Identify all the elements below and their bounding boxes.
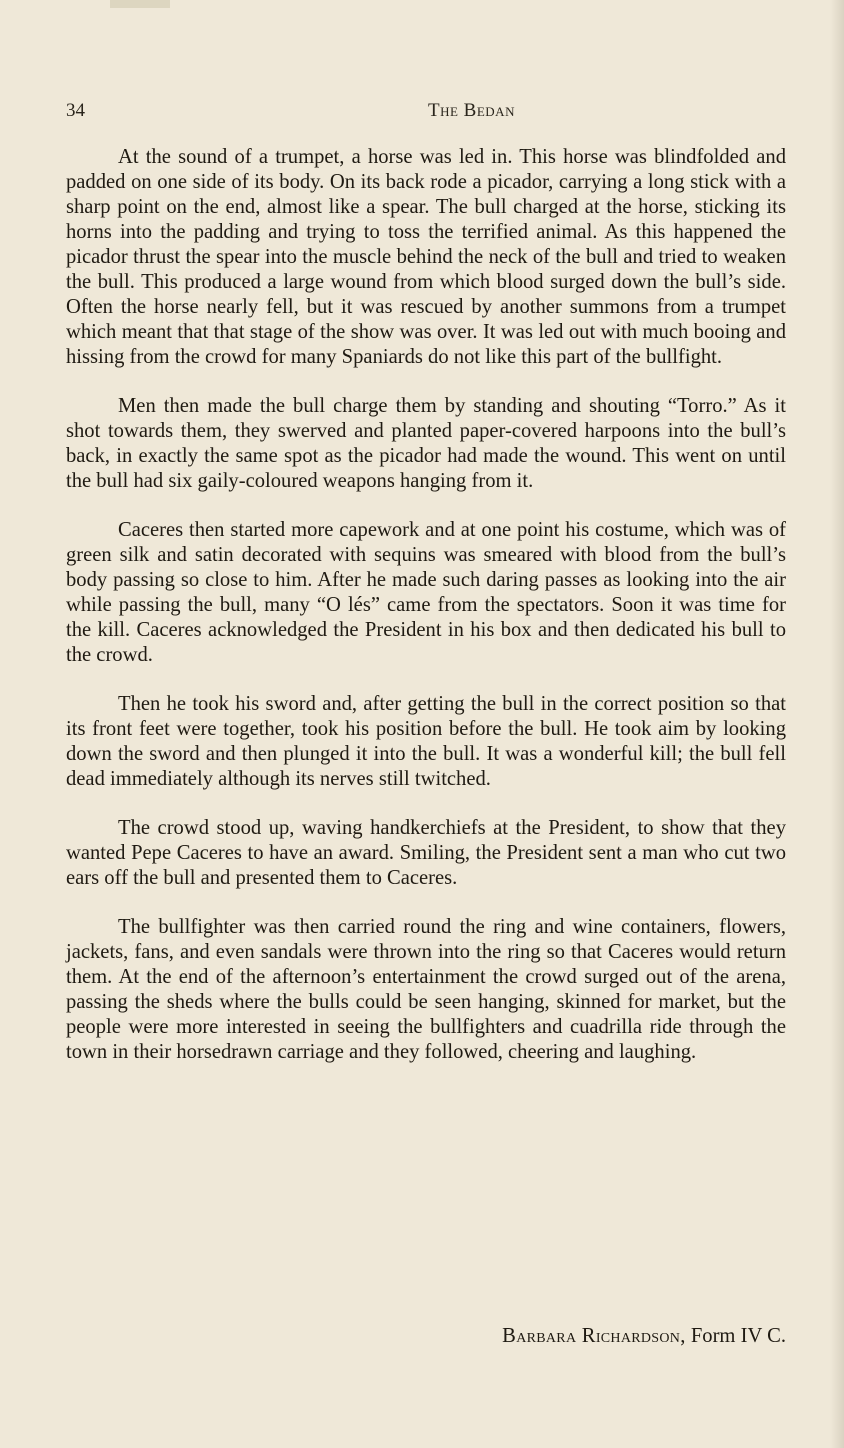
author-form: Form IV C. <box>690 1325 786 1347</box>
author-name: Barbara Richardson, <box>502 1325 686 1347</box>
page-number: 34 <box>66 100 85 121</box>
author-signature <box>66 1325 786 1348</box>
paper-stain <box>110 0 170 8</box>
running-title: The Bedan <box>428 100 515 121</box>
paragraph: The bullfighter was then carried round the ring and wine containers, flowers, jackets, fans, and even sandals were thrown into the ring so that Caceres would return them. At the end of the afternoon’s entertainment the crowd surged out of the arena, passing the sheds where the bulls could be seen hanging, skinned for market, but the people were more interested in seeing the bullfighters and cuadrilla ride through the town in their horsedrawn carriage and they followed, cheering and laughing. <box>66 916 786 1063</box>
paragraph: Men then made the bull charge them by standing and shouting “Torro.” As it shot towards them, they swerved and planted paper-covered harpoons into the bull’s back, in exactly the same spot as the picador had made the wound. This went on until the bull had six gaily-coloured weapons hanging from it. <box>66 395 786 492</box>
article-body <box>66 145 786 1065</box>
paragraph: Then he took his sword and, after getting the bull in the correct position so that its front feet were together, took his position before the bull. He took aim by looking down the sword and then plunged it into the bull. It was a wonderful kill; the bull fell dead immediately although its nerves still twitched. <box>66 693 786 790</box>
paragraph: The crowd stood up, waving handkerchiefs at the President, to show that they wanted Pepe Caceres to have an award. Smiling, the President sent a man who cut two ears off the bull and presented them to Caceres. <box>66 817 786 889</box>
paragraph: Caceres then started more capework and at one point his costume, which was of green silk and satin decorated with sequins was smeared with blood from the bull’s body passing so close to him. After he made such daring passes as looking into the air while passing the bull, many “O lés” came from the spectators. Soon it was time for the kill. Caceres acknowledged the President in his box and then dedicated his bull to the crowd. <box>66 519 786 666</box>
page-edge-shadow <box>830 0 844 1448</box>
running-header <box>66 100 786 126</box>
paragraph: At the sound of a trumpet, a horse was led in. This horse was blindfolded and padded on one side of its body. On its back rode a picador, carrying a long stick with a sharp point on the end, almost like a spear. The bull charged at the horse, sticking its horns into the padding and trying to toss the terrified animal. As this happened the picador thrust the spear into the muscle behind the neck of the bull and tried to weaken the bull. This produced a large wound from which blood surged down the bull’s side. Often the horse nearly fell, but it was rescued by another summons from a trumpet which meant that that stage of the show was over. It was led out with much booing and hissing from the crowd for many Spaniards do not like this part of the bullfight. <box>66 146 786 368</box>
